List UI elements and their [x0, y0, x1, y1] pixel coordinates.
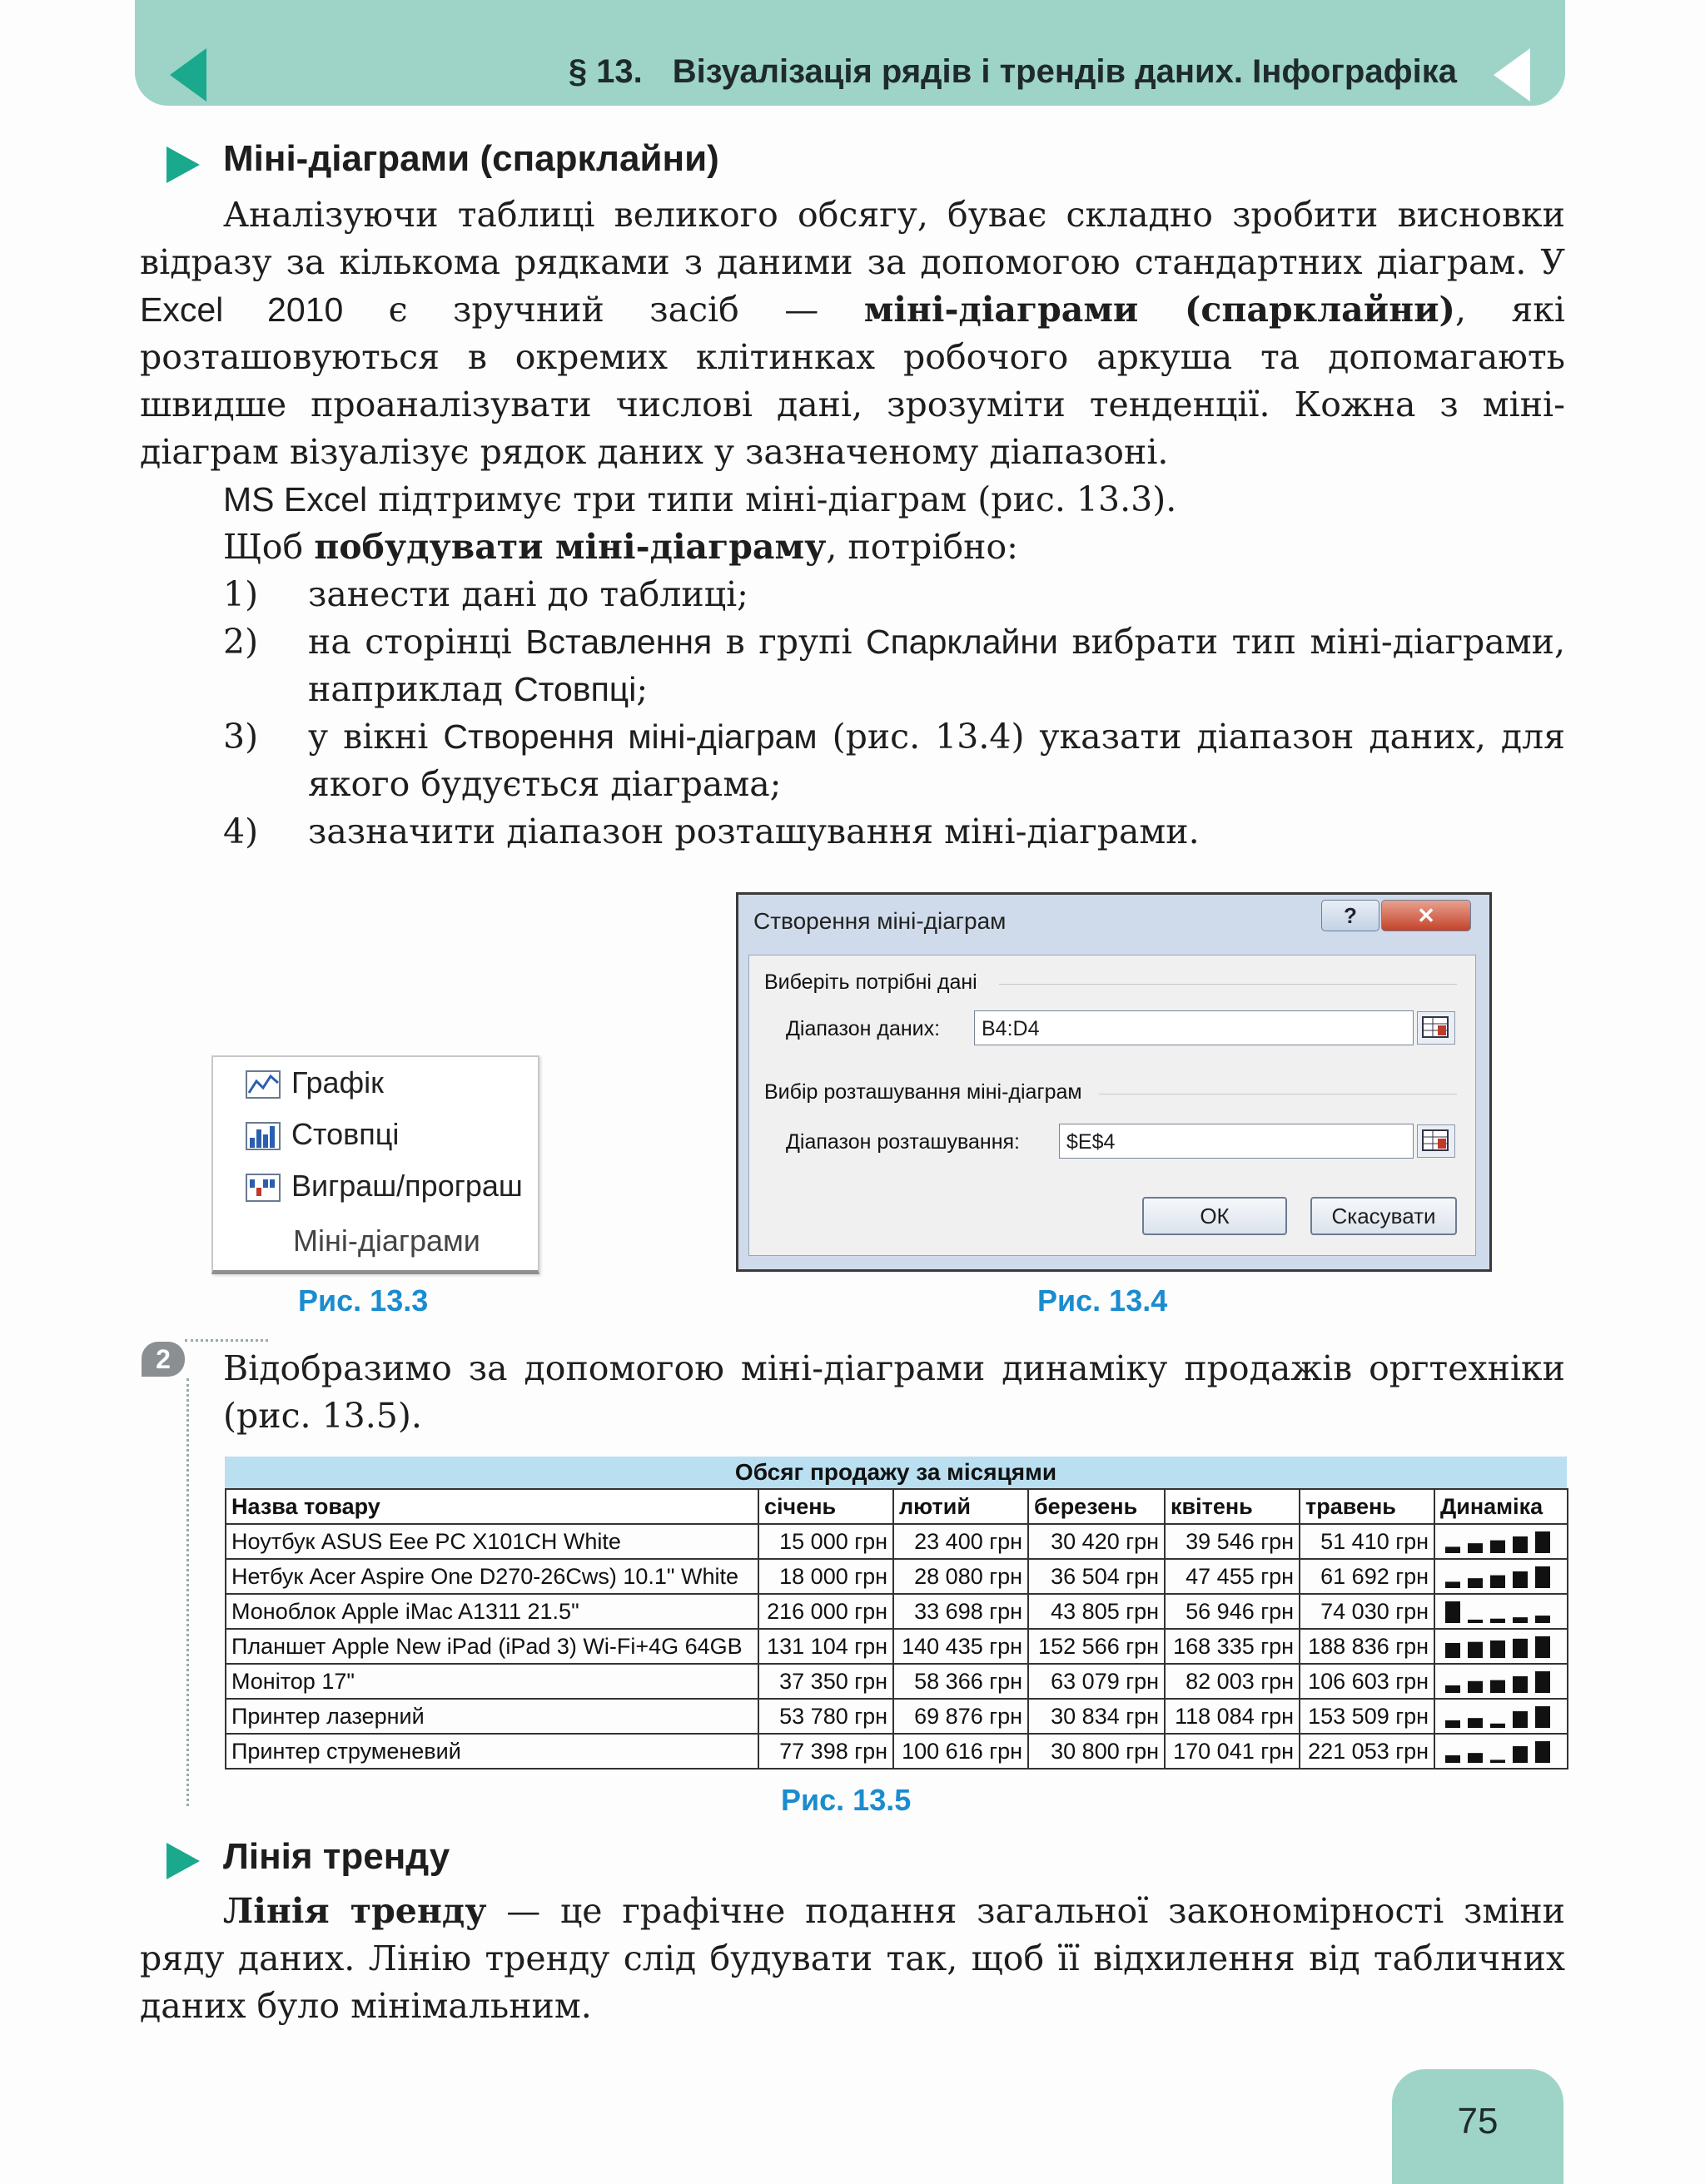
sparkline-cell — [1434, 1629, 1568, 1664]
step-item — [223, 571, 1565, 618]
dialog-body — [748, 955, 1476, 1256]
ok-button[interactable]: ОК — [1142, 1197, 1287, 1235]
sparkline-bar — [1513, 1639, 1528, 1658]
step-number: 3) — [223, 717, 259, 757]
data-range-input[interactable]: B4:D4 — [974, 1010, 1414, 1045]
sparkline-bar — [1535, 1741, 1550, 1763]
sales-paragraph-text: Відобразимо за допомогою міні-діаграми динаміку продажів оргтехніки (рис. 13.5). — [223, 1348, 1565, 1436]
sales-value-cell: 152 566 грн — [1028, 1629, 1165, 1664]
sparkline-bar — [1535, 1616, 1550, 1623]
page-number-tab — [1392, 2069, 1563, 2184]
column-header: квітень — [1165, 1489, 1300, 1524]
sales-value-cell: 153 509 грн — [1300, 1699, 1434, 1734]
sales-value-cell: 28 080 грн — [893, 1559, 1028, 1594]
paragraph-sales — [223, 1345, 1565, 1440]
group-label-location: Вибір розташування міні-діаграм — [764, 1080, 1082, 1104]
sales-value-cell: 39 546 грн — [1165, 1524, 1300, 1559]
sales-value-cell: 33 698 грн — [893, 1594, 1028, 1629]
table-row — [226, 1699, 1568, 1734]
column-header: січень — [758, 1489, 893, 1524]
table-row — [226, 1629, 1568, 1664]
ms-excel-label: MS Excel — [223, 480, 368, 519]
column-header: лютий — [893, 1489, 1028, 1524]
intro-text-c: , які розташовуються в окремих клітинках робочого аркуша та допомагають швидше проаналізувати числові дані, зрозуміти тенденції. Кожна з міні-діаграм візуалізує рядок даних у зазначеному діапазоні. — [140, 290, 1565, 472]
step-text: зазначити діапазон розташування міні-діаграми. — [308, 812, 1200, 851]
sparkline-bar — [1513, 1746, 1528, 1763]
sparkline-bar — [1513, 1676, 1528, 1693]
sparkline-cell — [1434, 1664, 1568, 1699]
howto-bold: побудувати міні-діаграму — [314, 527, 827, 567]
step-item — [223, 808, 1565, 856]
dialog-title: Створення міні-діаграм — [753, 908, 1007, 934]
product-name-cell: Моноблок Apple iMac A1311 21.5" — [226, 1594, 758, 1629]
intro-text-a: Аналізуючи таблиці великого обсягу, буває складно зробити висновки відразу за кількома рядками з даними за допомогою стандартних діаграм. У — [140, 195, 1565, 282]
column-header: березень — [1028, 1489, 1165, 1524]
sales-value-cell: 82 003 грн — [1165, 1664, 1300, 1699]
intro-text-b: є зручний засіб — — [343, 290, 864, 330]
sparkline-bar — [1490, 1640, 1505, 1658]
sparkline-bar — [1535, 1636, 1550, 1658]
ribbon-group-label: Міні-діаграми — [293, 1224, 480, 1258]
sales-value-cell: 51 410 грн — [1300, 1524, 1434, 1559]
section-title-trendline: Лінія тренду — [223, 1836, 450, 1877]
sales-value-cell: 106 603 грн — [1300, 1664, 1434, 1699]
sales-value-cell: 53 780 грн — [758, 1699, 893, 1734]
sparkline-bar — [1513, 1536, 1528, 1553]
margin-dots — [185, 1339, 268, 1342]
margin-dots — [186, 1378, 189, 1806]
sparkline-line-button[interactable] — [245, 1065, 384, 1100]
table-row — [226, 1594, 1568, 1629]
sales-value-cell: 216 000 грн — [758, 1594, 893, 1629]
sales-value-cell: 56 946 грн — [1165, 1594, 1300, 1629]
step-number: 1) — [223, 574, 259, 614]
sparkline-bar — [1468, 1753, 1483, 1763]
sales-value-cell: 74 030 грн — [1300, 1594, 1434, 1629]
sales-table — [225, 1488, 1568, 1770]
help-button[interactable]: ? — [1321, 900, 1379, 931]
product-name-cell: Принтер лазерний — [226, 1699, 758, 1734]
trendline-definition: — це графічне подання загальної закономірності зміни ряду даних. Лінію тренду слід будувати так, щоб її відхилення від табличних даних було мінімальним. — [140, 1891, 1565, 2026]
sales-value-cell: 61 692 грн — [1300, 1559, 1434, 1594]
product-name-cell: Ноутбук ASUS Eee PC X101CH White — [226, 1524, 758, 1559]
table-title: Обсяг продажу за місяцями — [225, 1457, 1567, 1488]
sales-value-cell: 58 366 грн — [893, 1664, 1028, 1699]
sparkline-bar — [1468, 1620, 1483, 1623]
sales-value-cell: 30 800 грн — [1028, 1734, 1165, 1769]
sales-value-cell: 23 400 грн — [893, 1524, 1028, 1559]
ui-term: Створення міні-діаграм — [443, 717, 818, 756]
sparkline-type-label: Графік — [291, 1065, 384, 1099]
sales-value-cell: 170 041 грн — [1165, 1734, 1300, 1769]
sparkline-chart — [1440, 1668, 1557, 1695]
group-divider — [999, 984, 1457, 985]
sparkline-cell — [1434, 1734, 1568, 1769]
step-item — [223, 713, 1565, 808]
sparkline-bar — [1535, 1566, 1550, 1588]
step-number: 4) — [223, 812, 259, 851]
sparkline-winloss-button[interactable] — [245, 1169, 523, 1204]
section-title-sparklines: Міні-діаграми (спарклайни) — [223, 138, 719, 179]
page-header — [135, 0, 1565, 106]
table-row — [226, 1734, 1568, 1769]
next-page-arrow-icon[interactable] — [1494, 48, 1530, 102]
sparkline-bar — [1490, 1619, 1505, 1623]
column-sparkline-icon — [245, 1121, 281, 1151]
paragraph-marker: 2 — [142, 1342, 185, 1377]
sales-value-cell: 100 616 грн — [893, 1734, 1028, 1769]
sparkline-bar — [1535, 1706, 1550, 1728]
section-bullet-icon — [167, 146, 200, 183]
sales-value-cell: 30 834 грн — [1028, 1699, 1165, 1734]
sparkline-bar — [1490, 1760, 1505, 1763]
table-body — [226, 1524, 1568, 1769]
sparkline-bar — [1445, 1581, 1460, 1588]
intro-excel: Excel 2010 — [140, 290, 344, 329]
sales-value-cell: 47 455 грн — [1165, 1559, 1300, 1594]
sparkline-bar — [1468, 1718, 1483, 1728]
sparkline-cell — [1434, 1524, 1568, 1559]
range-picker-icon[interactable] — [1417, 1011, 1455, 1045]
sparkline-bar — [1445, 1643, 1460, 1658]
types-sentence: підтримує три типи міні-діаграм (рис. 13.3). — [367, 479, 1177, 519]
column-header: Динаміка — [1434, 1489, 1568, 1524]
sparkline-bar — [1490, 1576, 1505, 1588]
create-sparklines-dialog — [736, 892, 1492, 1272]
ui-term: Вставлення — [525, 623, 713, 661]
sparklines-ribbon-group — [211, 1055, 539, 1274]
sparkline-chart — [1440, 1563, 1557, 1590]
sales-value-cell: 63 079 грн — [1028, 1664, 1165, 1699]
header-title — [569, 53, 1457, 91]
figure-caption: Рис. 13.5 — [781, 1783, 912, 1817]
group-label-data: Виберіть потрібні дані — [764, 970, 977, 994]
cancel-button[interactable]: Скасувати — [1310, 1197, 1457, 1235]
sales-value-cell: 118 084 грн — [1165, 1699, 1300, 1734]
sparkline-bar — [1445, 1720, 1460, 1728]
sales-value-cell: 221 053 грн — [1300, 1734, 1434, 1769]
section-bullet-icon — [167, 1843, 200, 1879]
location-range-input[interactable]: $E$4 — [1059, 1124, 1414, 1159]
sparkline-bar — [1535, 1671, 1550, 1693]
sales-value-cell: 188 836 грн — [1300, 1629, 1434, 1664]
step-text: в групі — [712, 622, 866, 662]
sparkline-chart — [1440, 1703, 1557, 1730]
sparkline-bar — [1468, 1681, 1483, 1693]
paragraph-trendline — [140, 1888, 1565, 2030]
howto-text-a: Щоб — [223, 527, 315, 567]
sparkline-bar — [1445, 1685, 1460, 1693]
sparkline-bar — [1468, 1642, 1483, 1658]
range-picker-icon[interactable] — [1417, 1124, 1455, 1158]
sparkline-bar — [1468, 1578, 1483, 1588]
location-range-label: Діапазон розташування: — [786, 1130, 1021, 1154]
sales-value-cell: 131 104 грн — [758, 1629, 893, 1664]
column-header: Назва товару — [226, 1489, 758, 1524]
intro-term-sparklines: міні-діаграми (спарклайни) — [863, 290, 1455, 330]
paragraph-intro — [140, 191, 1565, 571]
sparkline-cell — [1434, 1699, 1568, 1734]
sparkline-bar — [1513, 1711, 1528, 1728]
figure-caption: Рис. 13.3 — [298, 1283, 429, 1318]
step-text: на сторінці — [308, 622, 526, 662]
column-header: травень — [1300, 1489, 1434, 1524]
sales-value-cell: 69 876 грн — [893, 1699, 1028, 1734]
prev-page-arrow-icon[interactable] — [170, 48, 206, 102]
sales-value-cell: 30 420 грн — [1028, 1524, 1165, 1559]
line-sparkline-icon — [245, 1070, 281, 1099]
header-section-title: Візуалізація рядів і трендів даних. Інфографіка — [672, 53, 1457, 90]
table-header-row — [226, 1489, 1568, 1524]
close-button[interactable]: ✕ — [1381, 900, 1471, 931]
sales-value-cell: 36 504 грн — [1028, 1559, 1165, 1594]
product-name-cell: Монітор 17" — [226, 1664, 758, 1699]
product-name-cell: Планшет Apple New iPad (iPad 3) Wi-Fi+4G 64GB — [226, 1629, 758, 1664]
sales-table-figure — [225, 1457, 1567, 1773]
win-loss-sparkline-icon — [245, 1173, 281, 1203]
sales-value-cell: 18 000 грн — [758, 1559, 893, 1594]
step-text: занести дані до таблиці; — [308, 574, 748, 614]
sparkline-bar — [1490, 1724, 1505, 1728]
sparkline-bar — [1468, 1543, 1483, 1553]
sparkline-chart — [1440, 1633, 1557, 1660]
howto-text-b: , потрібно: — [826, 527, 1018, 567]
sparkline-bar — [1445, 1546, 1460, 1553]
sparkline-bar — [1445, 1755, 1460, 1763]
table-row — [226, 1524, 1568, 1559]
figure-caption: Рис. 13.4 — [1037, 1283, 1168, 1318]
sales-value-cell: 168 335 грн — [1165, 1629, 1300, 1664]
table-row — [226, 1559, 1568, 1594]
ui-term: Стовпці — [514, 670, 637, 708]
step-text: вибрати тип міні-діаграми, наприклад — [308, 622, 1565, 709]
page-number: 75 — [1457, 2101, 1499, 2142]
sparkline-chart — [1440, 1528, 1557, 1555]
sparkline-cell — [1434, 1594, 1568, 1629]
sparkline-cell — [1434, 1559, 1568, 1594]
data-range-label: Діапазон даних: — [786, 1017, 941, 1040]
step-item — [223, 618, 1565, 713]
product-name-cell: Нетбук Acer Aspire One D270-26Cws) 10.1" White — [226, 1559, 758, 1594]
sales-value-cell: 140 435 грн — [893, 1629, 1028, 1664]
sparkline-type-label: Стовпці — [291, 1117, 400, 1151]
sparkline-bar — [1490, 1680, 1505, 1693]
sparkline-bar — [1535, 1531, 1550, 1553]
sales-value-cell: 15 000 грн — [758, 1524, 893, 1559]
sales-value-cell: 77 398 грн — [758, 1734, 893, 1769]
sparkline-column-button[interactable] — [245, 1117, 399, 1152]
header-section-number: § 13. — [568, 53, 643, 90]
step-text: (рис. 13.4) указати діапазон даних, для якого будується діаграма; — [308, 717, 1565, 804]
sparkline-bar — [1513, 1617, 1528, 1623]
sparkline-bar — [1445, 1601, 1460, 1623]
ui-term: Спарклайни — [865, 623, 1058, 661]
sparkline-type-label: Виграш/програш — [291, 1169, 523, 1203]
sparkline-chart — [1440, 1598, 1557, 1625]
sparkline-bar — [1490, 1541, 1505, 1553]
trendline-term: Лінія тренду — [223, 1891, 487, 1931]
product-name-cell: Принтер струменевий — [226, 1734, 758, 1769]
table-row — [226, 1664, 1568, 1699]
step-text: у вікні — [308, 717, 444, 757]
step-number: 2) — [223, 622, 259, 662]
sales-value-cell: 37 350 грн — [758, 1664, 893, 1699]
sales-value-cell: 43 805 грн — [1028, 1594, 1165, 1629]
step-text: ; — [636, 669, 649, 709]
sparkline-chart — [1440, 1738, 1557, 1765]
steps-list — [223, 571, 1565, 856]
sparkline-bar — [1513, 1571, 1528, 1588]
